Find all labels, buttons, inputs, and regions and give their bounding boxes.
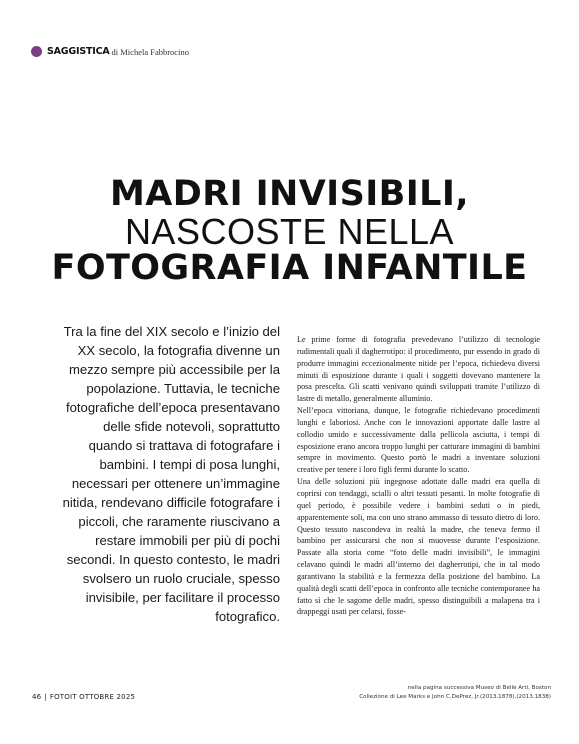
title-line-2: NASCOSTE NELLA xyxy=(124,211,455,252)
section-label: SAGGISTICA xyxy=(47,46,110,57)
section-header xyxy=(31,46,189,57)
folio-separator: | xyxy=(44,693,47,701)
body-paragraph: Nell’epoca vittoriana, dunque, le fotografie richiedevano procedimenti lunghi e laboriosi. Anche con le innovazioni apportate dalle lastre al collodio umido e successivamente dalla pellicola asciutta, i tempi di esposizione erano ancora troppo lunghi per catturare immagini di bambini sempre in movimento. Questo portò le madri a inventare soluzioni creative per tenere i loro figli fermi durante lo scatto. xyxy=(297,406,540,475)
folio xyxy=(32,693,135,701)
caption-line-2: Collezione di Lee Marks e John C.DePrez, Jr.(2013.1878),(2013.1838) xyxy=(359,693,551,700)
title-line-1: MADRI INVISIBILI, xyxy=(110,174,469,214)
page-number: 46 xyxy=(32,693,42,701)
caption-line-1: nella pagina successiva Museo di Belle Arti, Boston xyxy=(407,685,551,691)
article-title xyxy=(0,176,579,287)
lead-paragraph: Tra la fine del XIX secolo e l’inizio del XX secolo, la fotografia divenne un mezzo sempre più accessibile per la popolazione. Tuttavia, le tecniche fotografiche dell’epoca presentavano delle sfide notevoli, soprattutto quando si trattava di fotografare i bambini. I tempi di posa lunghi, necessari per ottenere un’immagine nitida, rendevano difficile fotografare i piccoli, che raramente riuscivano a restare immobili per più di pochi secondi. In questo contesto, le madri svolsero un ruolo cruciale, spesso invisibile, per facilitare il processo fotografico. xyxy=(62,324,280,624)
magazine-issue: FOTOIT OTTOBRE 2025 xyxy=(49,693,136,701)
body-column xyxy=(297,334,540,618)
author-byline: di Michela Fabbrocino xyxy=(111,46,189,57)
body-paragraph: Le prime forme di fotografia prevedevano l’utilizzo di tecnologie rudimentali quali il dagherrotipo: il procedimento, pur essendo in grado di produrre immagini eccezionalmente nitide per l’epoca, richiedeva diversi minuti di esposizione durante i quali i soggetti dovevano mantenere la posa prescelta. Gli scatti venivano quindi sviluppati tramite l’utilizzo di lastre di metallo, generalmente alluminio. xyxy=(297,335,540,404)
section-dot-icon xyxy=(31,46,42,57)
title-line-3: FOTOGRAFIA INFANTILE xyxy=(51,248,528,288)
body-paragraph: Una delle soluzioni più ingegnose adottate dalle madri era quella di coprirsi con tendaggi, scialli o altri tessuti pesanti. In molte fotografie di quel periodo, è possibile vedere i bambini seduti o in piedi, apparentemente soli, ma con uno strano ammasso di tessuto dietro di loro. Questo tessuto nascondeva in realtà la madre, che teneva fermo il bambino per assicurarsi che non si muovesse durante l’esposizione. Passate alla storia come “foto delle madri invisibili”, le immagini celavano quindi le madri all’interno dei dagherrotipi, che in tal modo garantivano la stabilità e la fermezza della posizione del bambino. La qualità degli scatti dell’epoca in confronto alle tecniche contemporanee ha fatto sì che le sagome delle madri, spesso distinguibili a malapena tra i drappeggi usati per celarsi, fosse- xyxy=(297,477,540,617)
image-caption xyxy=(359,684,551,701)
